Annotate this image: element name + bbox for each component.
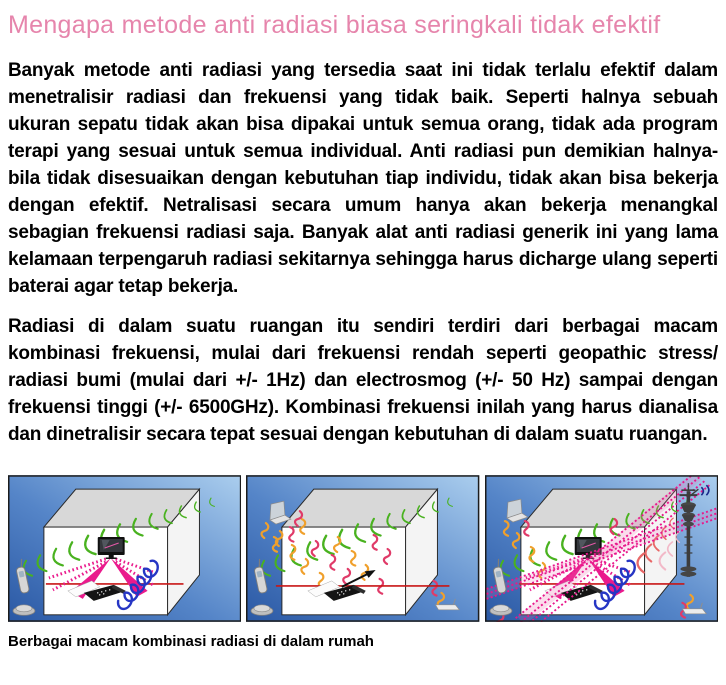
figure-row bbox=[8, 475, 718, 622]
room-3d bbox=[282, 489, 438, 615]
figure-caption: Berbagai macam kombinasi radiasi di dalam rumah bbox=[8, 633, 374, 650]
figure-room-combined-radiation bbox=[485, 475, 718, 622]
figure-room-ambient-radiation bbox=[246, 475, 479, 622]
figure-room-tv-radiation bbox=[8, 475, 241, 622]
page-title: Mengapa metode anti radiasi biasa seringkali tidak efektif bbox=[8, 11, 661, 39]
paragraph-2: Radiasi di dalam suatu ruangan itu sendiri terdiri dari berbagai macam kombinasi frekuensi, mulai dari frekuensi rendah seperti geopathic stress/ radiasi bumi (mulai dari +/- 1Hz) dan electrosmog (+/- 50 Hz) sampai dengan frekuensi tinggi (+/- 6500GHz). Kombinasi frekuensi inilah yang harus dianalisa dan dinetralisir secara tepat sesuai dengan kebutuhan di dalam suatu ruangan. bbox=[8, 316, 718, 445]
paragraph-1: Banyak metode anti radiasi yang tersedia saat ini tidak terlalu efektif dalam menetralisir radiasi dan frekuensi yang tidak baik. Seperti halnya sebuah ukuran sepatu tidak akan bisa dipakai untuk semua orang, tidak ada program terapi yang sesuai untuk semua individual. Anti radiasi pun demikian halnya- bila tidak disesuaikan dengan kebutuhan tiap individu, tidak akan bisa bekerja dengan efektif. Netralisasi secara umum hanya akan bekerja menangkal sebagian frekuensi radiasi saja. Banyak alat anti radiasi generik ini yang lama kelamaan terpengaruh radiasi sekitarnya sehingga harus dicharge ulang seperti baterai agar tetap bekerja. bbox=[8, 60, 718, 297]
